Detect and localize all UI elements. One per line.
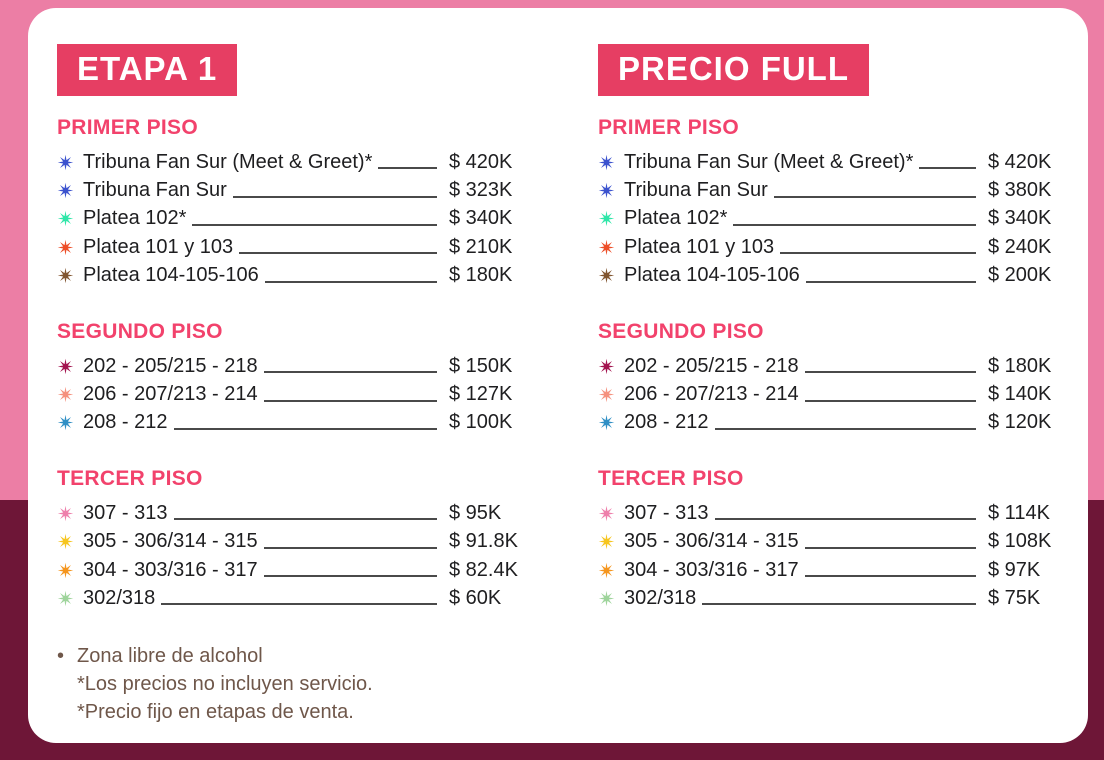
- column-etapa-1: [57, 44, 541, 726]
- star-burst-icon: [598, 358, 615, 375]
- price-row: [598, 233, 1080, 261]
- star-burst-icon: [598, 239, 615, 256]
- row-price: $ 120K: [988, 411, 1052, 434]
- price-row: [57, 380, 541, 408]
- row-label: 208 - 212: [83, 411, 168, 434]
- row-label: Platea 104-105-106: [83, 264, 259, 287]
- price-row: [598, 176, 1080, 204]
- row-price: $ 82.4K: [449, 558, 518, 581]
- row-price: $ 340K: [988, 207, 1052, 230]
- row-label: Tribuna Fan Sur: [83, 179, 227, 202]
- star-burst-icon: [598, 590, 615, 607]
- row-label: Platea 102*: [624, 207, 728, 230]
- section-header: TERCER PISO: [57, 467, 203, 491]
- price-row: [57, 352, 541, 380]
- row-label: 202 - 205/215 - 218: [624, 354, 799, 377]
- star-burst-icon: [57, 414, 74, 431]
- row-price: $ 340K: [449, 207, 513, 230]
- row-label: 305 - 306/314 - 315: [624, 530, 799, 553]
- row-price: $ 210K: [449, 235, 513, 258]
- leader-line: [233, 196, 437, 198]
- star-burst-icon: [57, 505, 74, 522]
- price-row: [598, 409, 1080, 437]
- price-card: [28, 8, 1088, 743]
- section-header: PRIMER PISO: [598, 116, 739, 139]
- star-burst-icon: [57, 358, 74, 375]
- row-label: 304 - 303/316 - 317: [624, 558, 799, 581]
- leader-line: [733, 224, 976, 226]
- star-burst-icon: [598, 182, 615, 199]
- row-price: $ 420K: [988, 150, 1052, 173]
- section-header: PRIMER PISO: [57, 116, 198, 139]
- row-price: $ 114K: [988, 501, 1050, 524]
- row-price: $ 150K: [449, 354, 513, 377]
- leader-line: [264, 575, 437, 577]
- leader-line: [265, 281, 437, 283]
- leader-line: [174, 518, 437, 520]
- row-price: $ 75K: [988, 586, 1041, 609]
- price-row: [598, 584, 1080, 612]
- footnote-line: *Los precios no incluyen servicio.: [77, 672, 373, 695]
- row-label: 307 - 313: [624, 501, 709, 524]
- star-burst-icon: [598, 505, 615, 522]
- section-primer-piso: [598, 115, 1080, 290]
- footnotes: [57, 642, 541, 726]
- row-price: $ 180K: [988, 354, 1052, 377]
- price-row: [598, 499, 1080, 527]
- leader-line: [805, 400, 976, 402]
- row-label: 302/318: [624, 586, 697, 609]
- row-price: $ 108K: [988, 530, 1052, 553]
- row-price: $ 91.8K: [449, 530, 518, 553]
- column-title-badge: PRECIO FULL: [598, 44, 869, 96]
- bullet-point: •: [57, 644, 65, 667]
- section-header: SEGUNDO PISO: [57, 319, 223, 343]
- section-primer-piso: [57, 115, 541, 290]
- row-label: 202 - 205/215 - 218: [83, 354, 258, 377]
- price-row: [57, 233, 541, 261]
- row-label: 302/318: [83, 586, 156, 609]
- row-label: Tribuna Fan Sur: [624, 179, 768, 202]
- row-label: 305 - 306/314 - 315: [83, 530, 258, 553]
- row-price: $ 95K: [449, 501, 502, 524]
- section-header: TERCER PISO: [598, 467, 744, 491]
- row-label: Platea 101 y 103: [83, 235, 234, 258]
- row-price: $ 420K: [449, 150, 513, 173]
- row-label: 307 - 313: [83, 501, 168, 524]
- leader-line: [919, 167, 976, 169]
- star-burst-icon: [598, 154, 615, 171]
- leader-line: [805, 575, 976, 577]
- row-price: $ 140K: [988, 383, 1052, 406]
- star-burst-icon: [57, 386, 74, 403]
- price-row: [57, 499, 541, 527]
- star-burst-icon: [57, 210, 74, 227]
- leader-line: [264, 371, 437, 373]
- leader-line: [161, 603, 437, 605]
- star-burst-icon: [598, 267, 615, 284]
- leader-line: [805, 371, 976, 373]
- column-precio-full: [598, 44, 1080, 642]
- row-price: $ 127K: [449, 383, 513, 406]
- row-price: $ 323K: [449, 179, 513, 202]
- price-row: [57, 556, 541, 584]
- star-burst-icon: [57, 182, 74, 199]
- row-price: $ 240K: [988, 235, 1052, 258]
- row-label: Tribuna Fan Sur (Meet & Greet)*: [624, 150, 914, 173]
- row-label: Platea 104-105-106: [624, 264, 800, 287]
- section-tercer-piso: [598, 466, 1080, 613]
- price-row: [598, 148, 1080, 176]
- price-row: [598, 528, 1080, 556]
- footnote-line: *Precio fijo en etapas de venta.: [77, 700, 354, 723]
- price-row: [598, 380, 1080, 408]
- leader-line: [174, 428, 437, 430]
- price-row: [598, 556, 1080, 584]
- leader-line: [806, 281, 976, 283]
- star-burst-icon: [57, 239, 74, 256]
- price-row: [598, 262, 1080, 290]
- section-tercer-piso: [57, 466, 541, 613]
- footnote-text: Zona libre de alcohol: [77, 644, 263, 667]
- row-label: Tribuna Fan Sur (Meet & Greet)*: [83, 150, 373, 173]
- star-burst-icon: [598, 210, 615, 227]
- star-burst-icon: [57, 267, 74, 284]
- price-row: [57, 409, 541, 437]
- leader-line: [264, 400, 437, 402]
- price-row: [598, 205, 1080, 233]
- row-label: 304 - 303/316 - 317: [83, 558, 258, 581]
- leader-line: [780, 252, 976, 254]
- row-label: 208 - 212: [624, 411, 709, 434]
- star-burst-icon: [57, 590, 74, 607]
- price-row: [57, 584, 541, 612]
- leader-line: [264, 547, 437, 549]
- leader-line: [702, 603, 976, 605]
- star-burst-icon: [57, 154, 74, 171]
- section-segundo-piso: [598, 319, 1080, 437]
- row-label: 206 - 207/213 - 214: [624, 383, 799, 406]
- price-row: [57, 528, 541, 556]
- row-price: $ 380K: [988, 179, 1052, 202]
- leader-line: [774, 196, 976, 198]
- row-label: Platea 101 y 103: [624, 235, 775, 258]
- leader-line: [715, 518, 976, 520]
- row-price: $ 200K: [988, 264, 1052, 287]
- price-row: [57, 148, 541, 176]
- leader-line: [805, 547, 976, 549]
- star-burst-icon: [598, 562, 615, 579]
- price-row: [57, 262, 541, 290]
- leader-line: [378, 167, 437, 169]
- row-price: $ 60K: [449, 586, 502, 609]
- section-segundo-piso: [57, 319, 541, 437]
- price-row: [57, 176, 541, 204]
- row-price: $ 100K: [449, 411, 513, 434]
- row-label: 206 - 207/213 - 214: [83, 383, 258, 406]
- star-burst-icon: [598, 533, 615, 550]
- leader-line: [192, 224, 437, 226]
- leader-line: [715, 428, 976, 430]
- leader-line: [239, 252, 437, 254]
- section-header: SEGUNDO PISO: [598, 319, 764, 343]
- row-label: Platea 102*: [83, 207, 187, 230]
- row-price: $ 97K: [988, 558, 1041, 581]
- star-burst-icon: [57, 533, 74, 550]
- star-burst-icon: [598, 414, 615, 431]
- price-row: [598, 352, 1080, 380]
- star-burst-icon: [598, 386, 615, 403]
- column-title-badge: ETAPA 1: [57, 44, 237, 96]
- price-row: [57, 205, 541, 233]
- row-price: $ 180K: [449, 264, 513, 287]
- star-burst-icon: [57, 562, 74, 579]
- footnote-line: [57, 642, 541, 670]
